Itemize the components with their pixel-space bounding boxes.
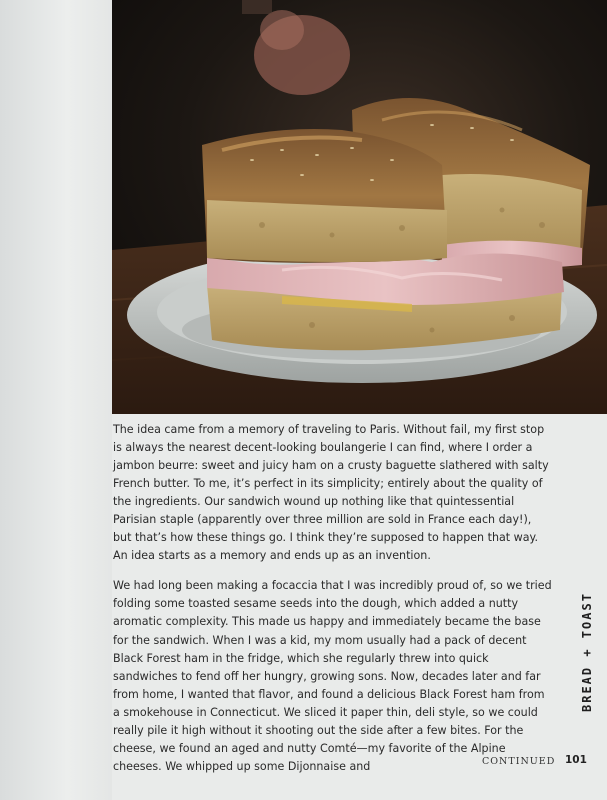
- page-number: 101: [565, 754, 587, 766]
- body-paragraph-2: We had long been making a focaccia that I was incredibly proud of, so we tried folding some toasted sesame seeds into the dough, which added a nutty aromatic complexity. This made us happy and immediately became the base for the sandwich. When I was a kid, my mom usually had a pack of decent Black Forest ham in the fridge, which she regularly threw into quick sandwiches to fend off her hungry, growing sons. Now, decades later and far from home, I wanted that flavor, and found a delicious Black Forest ham from a smokehouse in Connecticut. We sliced it paper thin, deli style, so we could really pile it high without it shooting out the side after a few bites. For the cheese, we found an aged and nutty Comté—my favorite of the Alpine cheeses. We whipped up some Dijonnaise and: [113, 579, 552, 773]
- body-paragraph-1: The idea came from a memory of traveling to Paris. Without fail, my first stop is always the nearest decent-looking boulangerie I can find, where I order a jambon beurre: sweet and juicy ham on a crusty baguette slathered with salty French butter. To me, it’s perfect in its simplicity; entirely about the quality of the ingredients. Our sandwich wound up nothing like that quintessential Parisian staple (apparently over three million are sold in France each day!), but that’s how these things go. I think they’re supposed to happen that way. An idea starts as a memory and ends up as an invention.: [113, 423, 549, 563]
- section-side-label: BREAD + TOAST: [580, 592, 594, 712]
- article-body: [113, 421, 556, 788]
- continued-label: CONTINUED: [482, 756, 556, 767]
- page-gutter: [0, 0, 112, 800]
- sandwich-photo: [112, 0, 607, 414]
